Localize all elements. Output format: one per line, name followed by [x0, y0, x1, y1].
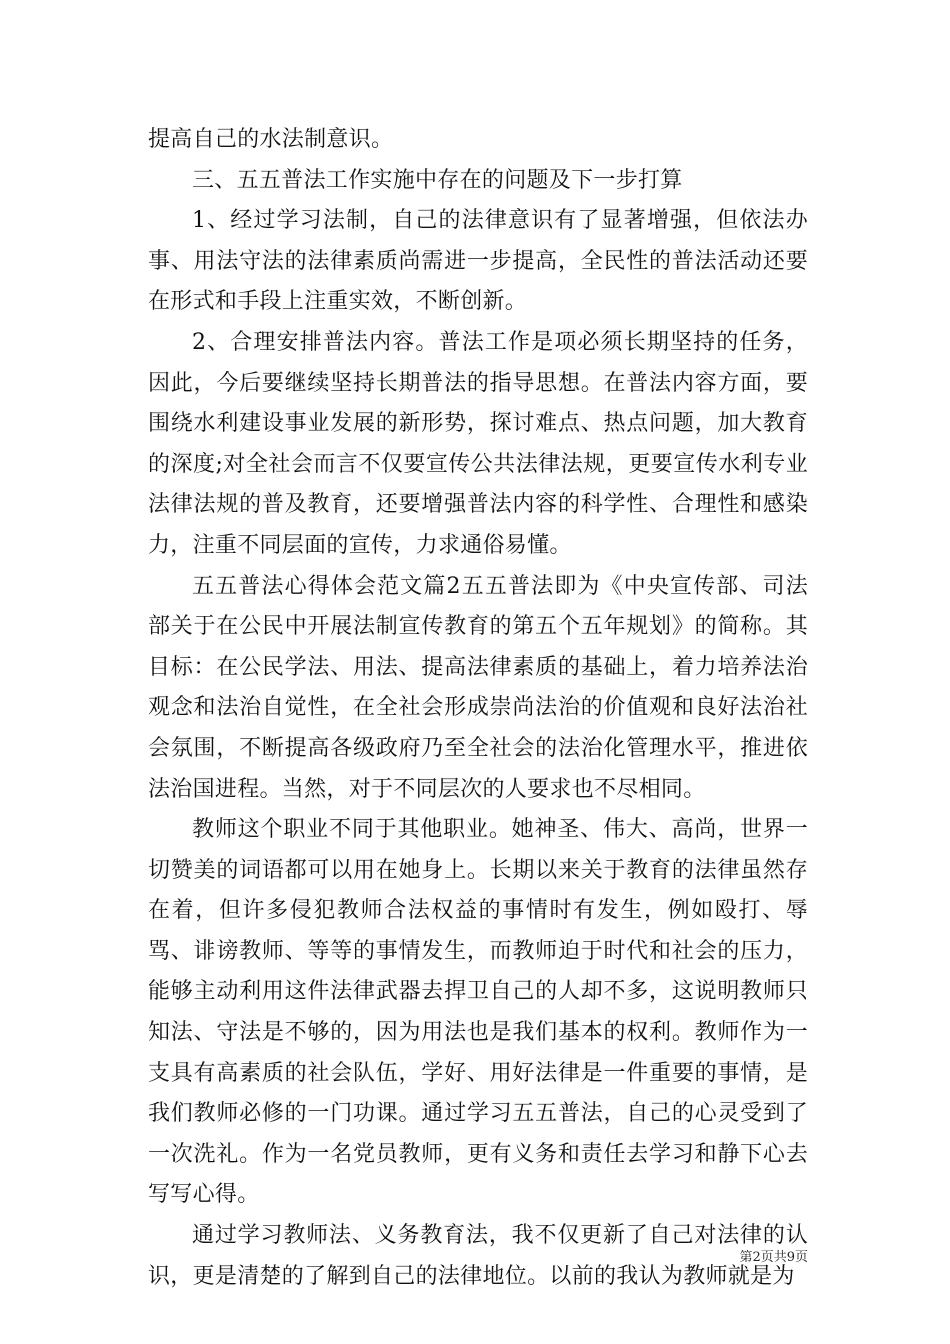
paragraph-1: 提高自己的水法制意识。 [148, 127, 394, 152]
paragraph-item-1: 1、经过学习法制，自己的法律意识有了显著增强，但依法办事、用法守法的法律素质尚需进一步提高，全民性的普法活动还要在形式和手段上注重实效，不断创新。 [148, 208, 808, 315]
document-body [148, 120, 808, 1297]
section-heading-3: 三、五五普法工作实施中存在的问题及下一步打算 [192, 167, 683, 193]
paragraph-teacher-profession: 教师这个职业不同于其他职业。她神圣、伟大、高尚，世界一切赞美的词语都可以用在她身上。长期以来关于教育的法律虽然存在着，但许多侵犯教师合法权益的事情时有发生，例如殴打、辱骂、诽谤教师、等等的事情发生，而教师迫于时代和社会的压力，能够主动利用这件法律武器去捍卫自己的人却不多，这说明教师只知法、守法是不够的，因为用法也是我们基本的权利。教师作为一支具有高素质的社会队伍，学好、用好法律是一件重要的事情，是我们教师必修的一门功课。通过学习五五普法，自己的心灵受到了一次洗礼。作为一名党员教师，更有义务和责任去学习和静下心去写写心得。 [148, 817, 808, 1208]
page-number: 第2页共9页 [739, 1250, 808, 1265]
paragraph-item-2: 2、合理安排普法内容。普法工作是项必须长期坚持的任务，因此，今后要继续坚持长期普法的指导思想。在普法内容方面，要围绕水利建设事业发展的新形势，探讨难点、热点问题，加大教育的深度;对全社会而言不仅要宣传公共法律法规，更要宣传水利专业法律法规的普及教育，还要增强普法内容的科学性、合理性和感染力，注重不同层面的宣传，力求通俗易懂。 [148, 329, 808, 558]
paragraph-article-2: 五五普法心得体会范文篇2五五普法即为《中央宣传部、司法部关于在公民中开展法制宣传教育的第五个五年规划》的简称。其目标：在公民学法、用法、提高法律素质的基础上，着力培养法治观念和法治自觉性，在全社会形成崇尚法治的价值观和良好法治社会氛围，不断提高各级政府乃至全社会的法治化管理水平，推进依法治国进程。当然，对于不同层次的人要求也不尽相同。 [148, 573, 808, 802]
paragraph-teacher-law: 通过学习教师法、义务教育法，我不仅更新了自己对法律的认识，更是清楚的了解到自己的法律地位。以前的我认为教师就是为 [148, 1223, 808, 1289]
